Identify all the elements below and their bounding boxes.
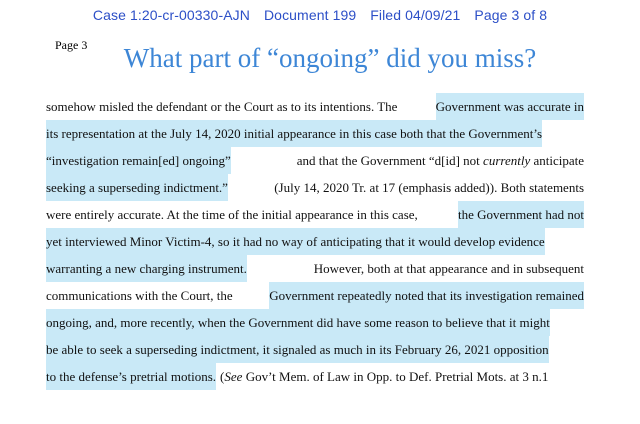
highlighted-text: Government was accurate in [436, 93, 584, 120]
highlighted-text: its representation at the July 14, 2020 initial appearance in this case both that the Government’s [46, 120, 542, 147]
text-line-5 [46, 201, 584, 228]
line-text-part: Gov’t Mem. of Law in Opp. to Def. Pretrial Mots. at 3 n.1 [242, 369, 549, 384]
highlighted-text: “investigation remain[ed] ongoing” [46, 147, 231, 174]
document-number: Document 199 [263, 7, 357, 23]
line-text-part: anticipate [530, 153, 584, 168]
highlighted-text: to the defense’s pretrial motions. [46, 363, 216, 390]
line-text: (July 14, 2020 Tr. at 17 (emphasis added)). Both statements [274, 180, 584, 195]
highlighted-text: be able to seek a superseding indictment, it signaled as much in its February 26, 2021 opposition [46, 336, 549, 363]
line-text: However, both at that appearance and in subsequent [313, 261, 584, 276]
text-line-3 [46, 147, 584, 174]
headline: What part of “ongoing” did you miss? [123, 43, 537, 73]
highlighted-text: the Government had not [458, 201, 584, 228]
text-line-1 [46, 93, 584, 120]
text-line-8 [46, 282, 584, 309]
document-body [46, 93, 584, 390]
page-count: Page 3 of 8 [474, 7, 548, 23]
highlighted-text: Government repeatedly noted that its investigation remained [269, 282, 584, 309]
text-line-7 [46, 255, 584, 282]
highlighted-text: ongoing, and, more recently, when the Government did have some reason to believe that it might [46, 309, 550, 336]
line-text [297, 147, 584, 174]
text-line-4 [46, 174, 584, 201]
emphasized-text: See [224, 369, 243, 384]
line-text [220, 363, 548, 390]
case-number: Case 1:20-cr-00330-AJN [92, 7, 250, 23]
case-header [0, 7, 640, 23]
text-line-11 [46, 363, 584, 390]
line-text: were entirely accurate. At the time of the initial appearance in this case, [46, 207, 418, 222]
text-line-2 [46, 120, 584, 147]
line-text-part: and that the Government “d[id] not [296, 153, 484, 168]
line-text: communications with the Court, the [46, 288, 233, 303]
highlighted-text: yet interviewed Minor Victim-4, so it had no way of anticipating that it would develop evidence [46, 228, 545, 255]
text-line-10 [46, 336, 584, 363]
text-line-9 [46, 309, 584, 336]
text-line-6 [46, 228, 584, 255]
line-text: somehow misled the defendant or the Court as to its intentions. The [46, 99, 398, 114]
line-text-part: ( [220, 369, 225, 384]
highlighted-text: seeking a superseding indictment.” [46, 174, 228, 201]
emphasized-text: currently [483, 153, 531, 168]
filed-date: Filed 04/09/21 [370, 7, 461, 23]
page-label: Page 3 [55, 38, 88, 52]
highlighted-text: warranting a new charging instrument. [46, 255, 247, 282]
